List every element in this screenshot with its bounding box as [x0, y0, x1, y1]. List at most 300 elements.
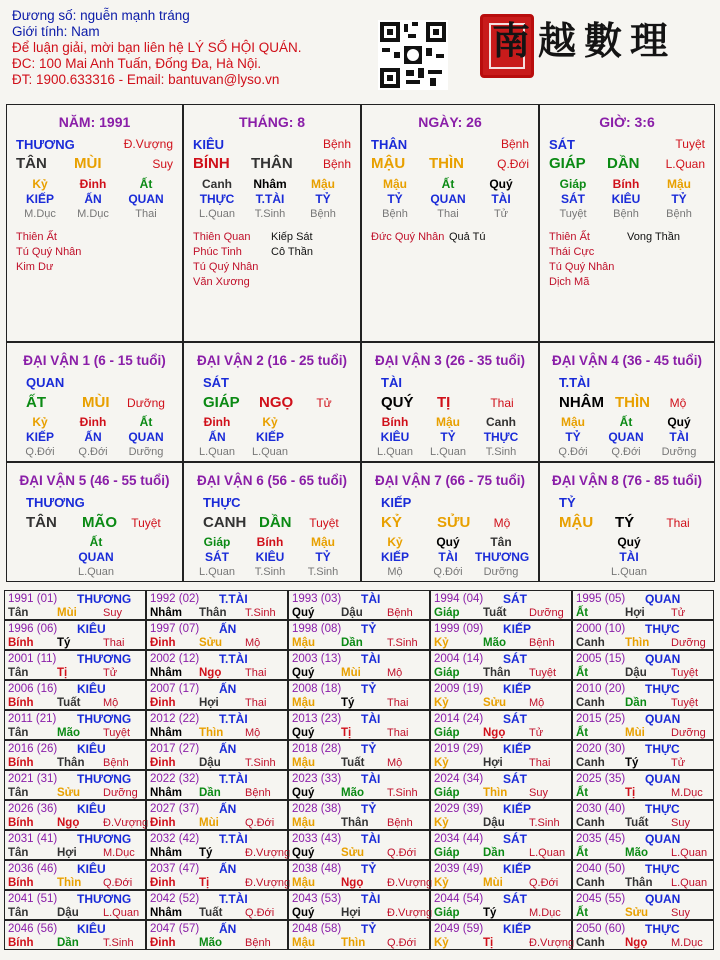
year-cell: [288, 830, 430, 860]
year-phase: L.Quan: [103, 907, 140, 919]
dai-van-can: TÂN: [26, 514, 57, 531]
hidden-star: TỶ: [387, 192, 403, 206]
dai-van-hidden-star: TÀI: [438, 550, 458, 564]
year-cell: [430, 920, 575, 950]
year-cell: [430, 710, 572, 740]
year-phase: T.Sinh: [245, 607, 276, 619]
year-cell: [146, 710, 288, 740]
year-star: KIẾP: [503, 862, 532, 876]
year-star: THƯƠNG: [77, 592, 132, 606]
year-cell: [288, 650, 430, 680]
year-chi: Ngọ: [483, 727, 506, 739]
hidden-star: T.TÀI: [255, 192, 285, 206]
year-can: Canh: [576, 757, 605, 769]
year-can: Tân: [8, 607, 29, 619]
year-phase: Thai: [387, 727, 409, 739]
dai-van-status: Tuyệt: [309, 516, 339, 530]
year-cell: [288, 860, 433, 890]
dai-van-hidden-star: SÁT: [205, 550, 229, 564]
year-cell: [288, 620, 430, 650]
than-sat: Dịch Mã: [549, 276, 590, 288]
year-chi: Sửu: [341, 847, 365, 859]
year-star: SÁT: [503, 772, 527, 786]
year-can: Nhâm: [150, 787, 182, 799]
pillar-extra: Tuyệt: [675, 137, 705, 151]
hidden-star: QUAN: [128, 192, 164, 206]
year-star: T.TÀI: [219, 832, 248, 846]
year-can: Giáp: [434, 787, 460, 799]
year-cell: [572, 920, 714, 950]
year-phase: Tử: [103, 667, 118, 679]
year-can: Tân: [8, 907, 29, 919]
year-phase: Suy: [103, 607, 122, 619]
dai-van-title: ĐẠI VẬN 2 (16 - 25 tuổi): [196, 353, 348, 368]
hidden-stem: Nhâm: [253, 177, 287, 191]
year-chi: Dần: [483, 847, 505, 859]
year-chi: Tị: [625, 787, 636, 799]
year-phase: M.Dục: [671, 937, 703, 949]
year-cell: [4, 890, 146, 920]
dai-van-stem: Đinh: [79, 415, 107, 429]
year-can: Bính: [8, 937, 34, 949]
dai-van-hidden-star: TỶ: [315, 550, 331, 564]
year-chi: Tuất: [483, 607, 507, 619]
year-star: KIÊU: [77, 922, 106, 936]
year-can: Ất: [576, 907, 589, 919]
year-cell: [430, 590, 572, 620]
address-line: ĐC: 100 Mai Anh Tuấn, Đống Đa, Hà Nội.: [12, 56, 262, 71]
year-can: Kỷ: [434, 817, 449, 829]
year-phase: Đ.Vượng: [387, 907, 433, 919]
year-cell: [430, 650, 572, 680]
dai-van-chi: TÝ: [615, 514, 635, 531]
year-phase: T.Sinh: [529, 817, 560, 829]
year-chi: Sửu: [57, 787, 81, 799]
dai-van-star: THỰC: [203, 495, 241, 510]
year-chi: Mùi: [341, 667, 361, 679]
year-phase: Bệnh: [245, 937, 271, 949]
hidden-stem: Mậu: [667, 177, 691, 191]
year-chi: Mùi: [483, 877, 503, 889]
dai-van-hidden-star: KIẾP: [380, 550, 409, 564]
year-chi: Tị: [199, 877, 210, 889]
dai-van-chi: THÌN: [615, 394, 650, 411]
year-phase: Mộ: [387, 757, 403, 769]
year-label: 2034 (44): [434, 833, 484, 845]
year-phase: Q.Đới: [529, 877, 559, 889]
year-label: 1997 (07): [150, 623, 200, 635]
dai-van-chi: TỊ: [437, 394, 451, 411]
year-star: THỰC: [645, 682, 680, 696]
dai-van-status: Mộ: [669, 396, 687, 410]
year-cell: [4, 800, 149, 830]
year-label: 2039 (49): [434, 863, 484, 875]
pillar-chi: THÌN: [429, 155, 464, 172]
year-can: Nhâm: [150, 607, 182, 619]
dai-van-stem: Kỷ: [387, 535, 403, 549]
dai-van-hidden-star: THƯƠNG: [475, 550, 530, 564]
year-chi: Mão: [625, 847, 648, 859]
than-sat-2: Vong Thần: [627, 231, 681, 243]
year-label: 2029 (39): [434, 803, 484, 815]
year-label: 2044 (54): [434, 893, 484, 905]
pillar-status: Bệnh: [322, 157, 351, 171]
dai-van-chi: MÙI: [82, 394, 110, 411]
year-chi: Mão: [57, 727, 80, 739]
year-label: 2048 (58): [292, 923, 342, 935]
dai-van-hidden-star: TỶ: [440, 430, 456, 444]
year-label: 1994 (04): [434, 593, 484, 605]
than-sat: Phúc Tinh: [193, 246, 242, 258]
year-phase: Đ.Vượng: [245, 877, 291, 889]
year-cell: [146, 680, 288, 710]
year-label: 2008 (18): [292, 683, 342, 695]
year-can: Tân: [8, 667, 29, 679]
dai-van-phase: L.Quan: [610, 566, 648, 578]
year-chi: Tuất: [57, 697, 81, 709]
dai-van-hidden-star: TÀI: [669, 430, 689, 444]
dai-van-star: TỶ: [559, 495, 576, 510]
year-phase: Thai: [245, 697, 267, 709]
dai-van-can: QUÝ: [381, 394, 414, 411]
year-star: ẤN: [219, 622, 237, 636]
year-star: TỶ: [361, 682, 377, 696]
year-phase: Thai: [529, 757, 551, 769]
pillar-star: THƯƠNG: [16, 137, 75, 152]
hidden-star: TỶ: [315, 192, 331, 206]
year-chi: Dậu: [57, 907, 79, 919]
dai-van-phase: Q.Đới: [25, 446, 55, 458]
year-chi: Mùi: [57, 607, 77, 619]
year-chi: Hợi: [57, 847, 77, 859]
pillar-can: TÂN: [16, 155, 47, 172]
year-phase: Dưỡng: [103, 787, 138, 799]
dai-van-phase: L.Quan: [429, 446, 467, 458]
year-label: 2017 (27): [150, 743, 200, 755]
year-chi: Thìn: [341, 937, 366, 949]
year-chi: Hợi: [341, 907, 361, 919]
year-star: THỰC: [645, 922, 680, 936]
pillar-extra: Bệnh: [500, 137, 529, 151]
dai-van-chi: DẦN: [259, 514, 292, 531]
year-cell: [4, 770, 146, 800]
pillar-star: SÁT: [549, 137, 575, 152]
year-phase: L.Quan: [529, 847, 566, 859]
than-sat: Thiên Quan: [193, 231, 251, 243]
year-can: Quý: [292, 727, 315, 739]
year-cell: [572, 800, 714, 830]
dai-van-hidden-star: TỶ: [565, 430, 581, 444]
year-phase: Tuyệt: [103, 727, 131, 739]
year-phase: Q.Đới: [245, 907, 275, 919]
gender: Giới tính: Nam: [12, 24, 100, 39]
phone-email-line: ĐT: 1900.633316 - Email: bantuvan@lyso.vn: [12, 72, 280, 87]
year-star: KIẾP: [503, 802, 532, 816]
year-chi: Sửu: [625, 907, 649, 919]
dai-van-title: ĐẠI VẬN 8 (76 - 85 tuổi): [551, 473, 703, 488]
year-can: Kỷ: [434, 937, 449, 949]
year-cell: [146, 860, 291, 890]
year-chi: Tý: [483, 907, 497, 919]
year-phase: Tử: [671, 607, 686, 619]
year-chi: Dậu: [341, 607, 363, 619]
dai-van-can: NHÂM: [559, 394, 604, 411]
year-star: KIẾP: [503, 682, 532, 696]
year-can: Bính: [8, 637, 34, 649]
dai-van-title: ĐẠI VẬN 6 (56 - 65 tuổi): [196, 473, 348, 488]
year-cell: [572, 740, 714, 770]
year-chi: Mão: [341, 787, 364, 799]
year-can: Ất: [576, 607, 589, 619]
year-phase: M.Dục: [103, 847, 135, 859]
year-can: Giáp: [434, 907, 460, 919]
year-label: 2030 (40): [576, 803, 626, 815]
dai-van-stem: Kỷ: [262, 415, 278, 429]
year-phase: Bệnh: [103, 757, 129, 769]
year-chi: Tý: [625, 757, 639, 769]
dai-van-hidden-star: KIÊU: [255, 550, 285, 564]
year-label: 2035 (45): [576, 833, 626, 845]
hidden-phase: M.Dục: [24, 208, 56, 220]
dai-van-chi: SỬU: [437, 514, 471, 531]
year-label: 2027 (37): [150, 803, 200, 815]
year-label: 2038 (48): [292, 863, 342, 875]
year-can: Tân: [8, 727, 29, 739]
year-label: 2028 (38): [292, 803, 342, 815]
year-cell: [288, 890, 433, 920]
year-label: 2006 (16): [8, 683, 58, 695]
year-star: T.TÀI: [219, 712, 248, 726]
hidden-stem: Mậu: [311, 177, 335, 191]
year-chi: Mão: [483, 637, 506, 649]
year-phase: Tuyệt: [671, 667, 699, 679]
year-can: Kỷ: [434, 757, 449, 769]
year-star: T.TÀI: [219, 592, 248, 606]
year-chi: Tý: [57, 637, 71, 649]
year-chi: Tý: [199, 847, 213, 859]
year-cell: [146, 890, 288, 920]
year-chi: Sửu: [483, 697, 507, 709]
year-cell: [4, 830, 146, 860]
year-star: QUAN: [645, 592, 681, 606]
year-chi: Thân: [57, 757, 85, 769]
year-star: TÀI: [361, 892, 381, 906]
year-chi: Thìn: [483, 787, 508, 799]
year-cell: [430, 740, 572, 770]
year-can: Mậu: [292, 637, 315, 649]
hidden-stem: Ất: [441, 177, 455, 191]
dai-van-phase: Mộ: [387, 566, 403, 578]
year-chi: Tị: [57, 667, 68, 679]
pillar-status: Q.Đới: [497, 157, 529, 171]
year-cell: [572, 620, 714, 650]
year-star: THỰC: [645, 742, 680, 756]
year-cell: [4, 860, 146, 890]
year-star: KIÊU: [77, 862, 106, 876]
dai-van-stem: Đinh: [203, 415, 231, 429]
year-phase: Bệnh: [245, 787, 271, 799]
year-star: THƯƠNG: [77, 652, 132, 666]
year-can: Đinh: [150, 697, 176, 709]
year-chi: Dần: [57, 937, 79, 949]
year-label: 2005 (15): [576, 653, 626, 665]
year-label: 2012 (22): [150, 713, 200, 725]
dai-van-stem: Bính: [256, 535, 284, 549]
year-star: ẤN: [219, 802, 237, 816]
year-can: Kỷ: [434, 637, 449, 649]
year-phase: Mộ: [103, 697, 119, 709]
year-star: KIÊU: [77, 682, 106, 696]
year-label: 2018 (28): [292, 743, 342, 755]
pillar-chi: THÂN: [251, 155, 293, 172]
contact-line: Để luận giải, mời bạn liên hệ LÝ SỐ HỘI QUÁN.: [12, 40, 302, 55]
year-star: KIÊU: [77, 622, 106, 636]
pillar-chi: DẦN: [607, 155, 640, 172]
year-star: TỶ: [361, 622, 377, 636]
hidden-stem: Giáp: [559, 177, 587, 191]
year-cell: [572, 680, 714, 710]
year-phase: Mộ: [529, 697, 545, 709]
year-phase: L.Quan: [671, 877, 708, 889]
year-phase: T.Sinh: [387, 787, 418, 799]
dai-van-title: ĐẠI VẬN 7 (66 - 75 tuổi): [374, 473, 526, 488]
hidden-star: TÀI: [491, 192, 511, 206]
year-label: 2022 (32): [150, 773, 200, 785]
year-can: Ất: [576, 667, 589, 679]
dai-van-phase: Dưỡng: [661, 446, 697, 458]
year-can: Đinh: [150, 637, 176, 649]
year-chi: Tị: [341, 727, 352, 739]
year-phase: Tử: [529, 727, 544, 739]
year-label: 2040 (50): [576, 863, 626, 875]
year-chi: Dậu: [625, 667, 647, 679]
year-can: Mậu: [292, 937, 315, 949]
year-can: Bính: [8, 697, 34, 709]
year-chi: Tuất: [625, 817, 649, 829]
year-label: 2025 (35): [576, 773, 626, 785]
than-sat-2: Cô Thần: [271, 246, 313, 258]
year-star: ẤN: [219, 862, 237, 876]
year-chi: Thân: [625, 877, 653, 889]
year-label: 2049 (59): [434, 923, 484, 935]
year-cell: [572, 830, 714, 860]
year-label: 1993 (03): [292, 593, 342, 605]
dai-van-phase: Q.Đới: [78, 446, 108, 458]
dai-van-phase: Q.Đới: [558, 446, 588, 458]
year-phase: Q.Đới: [245, 817, 275, 829]
year-label: 1995 (05): [576, 593, 626, 605]
dai-van-status: Dưỡng: [127, 396, 165, 410]
hidden-phase: Tuyệt: [559, 208, 587, 220]
year-label: 2043 (53): [292, 893, 342, 905]
dai-van-phase: T.Sinh: [254, 566, 286, 578]
dai-van-can: CANH: [203, 514, 247, 531]
year-star: SÁT: [503, 892, 527, 906]
hidden-phase: M.Dục: [77, 208, 109, 220]
year-label: 2045 (55): [576, 893, 626, 905]
dai-van-stem: Quý: [436, 535, 460, 549]
year-phase: Bệnh: [387, 817, 413, 829]
hidden-phase: Thai: [437, 208, 459, 220]
than-sat: Tú Quý Nhân: [193, 261, 259, 273]
dai-van-phase: T.Sinh: [485, 446, 517, 458]
dai-van-phase: L.Quan: [77, 566, 115, 578]
pillar-star: KIÊU: [193, 137, 225, 152]
year-phase: Đ.Vượng: [245, 847, 291, 859]
year-label: 2015 (25): [576, 713, 626, 725]
year-label: 1999 (09): [434, 623, 484, 635]
brand-logo: 南越數理: [492, 18, 677, 63]
year-chi: Thân: [483, 667, 511, 679]
year-can: Kỷ: [434, 697, 449, 709]
year-label: 2021 (31): [8, 773, 58, 785]
hidden-phase: Bệnh: [310, 208, 336, 220]
year-star: QUAN: [645, 832, 681, 846]
year-label: 2003 (13): [292, 653, 342, 665]
year-label: 2019 (29): [434, 743, 484, 755]
year-label: 2001 (11): [8, 653, 57, 665]
year-cell: [146, 920, 288, 950]
year-label: 1991 (01): [8, 593, 58, 605]
year-star: THỰC: [645, 802, 680, 816]
year-label: 2037 (47): [150, 863, 200, 875]
year-cell: [146, 650, 288, 680]
dai-van-phase: Q.Đới: [611, 446, 641, 458]
year-star: KIẾP: [503, 622, 532, 636]
year-star: KIÊU: [77, 802, 106, 816]
hidden-star: ẤN: [84, 192, 102, 206]
year-phase: Q.Đới: [387, 847, 417, 859]
dai-van-title: ĐẠI VẬN 1 (6 - 15 tuổi): [23, 353, 166, 368]
hidden-phase: L.Quan: [198, 208, 236, 220]
year-phase: Suy: [671, 907, 690, 919]
year-chi: Dần: [625, 697, 647, 709]
year-label: 2050 (60): [576, 923, 626, 935]
year-can: Đinh: [150, 817, 176, 829]
year-chi: Thìn: [625, 637, 650, 649]
year-label: 2036 (46): [8, 863, 58, 875]
year-chi: Thân: [341, 817, 369, 829]
hidden-phase: Bệnh: [666, 208, 692, 220]
dai-van-stem: Ất: [139, 415, 153, 429]
year-star: THƯƠNG: [77, 712, 132, 726]
year-chi: Ngọ: [341, 877, 364, 889]
year-cell: [430, 680, 572, 710]
year-can: Đinh: [150, 937, 176, 949]
year-label: 2024 (34): [434, 773, 484, 785]
dai-van-status: Tuyệt: [131, 516, 161, 530]
dai-van-stem: Giáp: [203, 535, 231, 549]
year-phase: Q.Đới: [387, 937, 417, 949]
dai-van-stem: Bính: [381, 415, 409, 429]
year-cell: [430, 800, 572, 830]
year-label: 2032 (42): [150, 833, 200, 845]
year-can: Quý: [292, 607, 315, 619]
pillar-extra: Đ.Vượng: [123, 137, 173, 151]
year-cell: [146, 740, 288, 770]
dai-van-hidden-star: TÀI: [619, 550, 639, 564]
year-phase: M.Dục: [529, 907, 561, 919]
year-phase: Suy: [529, 787, 548, 799]
year-cell: [572, 890, 714, 920]
hidden-stem: Ất: [139, 177, 153, 191]
dai-van-status: Mộ: [493, 516, 511, 530]
year-can: Giáp: [434, 727, 460, 739]
year-phase: Mộ: [245, 727, 261, 739]
year-star: TỶ: [361, 922, 377, 936]
hidden-stem: Canh: [202, 177, 232, 191]
year-label: 2011 (21): [8, 713, 57, 725]
